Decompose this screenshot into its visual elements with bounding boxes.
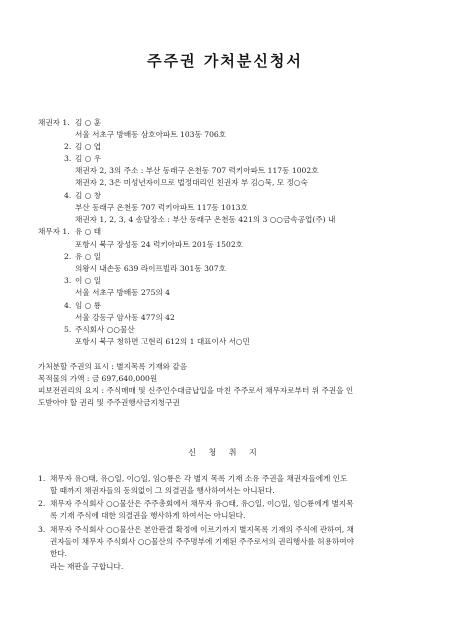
debtor-5-name: 주식회사 ○○물산 xyxy=(75,325,135,334)
debtor-label: 채무자 1. xyxy=(38,227,70,236)
creditor-1-address: 서울 서초구 방배동 삼호아파트 103동 706호 xyxy=(75,130,227,139)
creditor-4-num: 4. xyxy=(64,191,72,200)
debtor-1-address: 포항시 북구 장성동 24 럭키아파트 201동 1502호 xyxy=(75,240,243,249)
creditor-2-3-guardian: 채권자 2, 3은 미성년자이므로 법정대리인 친권자 부 김○묵, 모 정○숙 xyxy=(75,178,308,187)
debtor-1-name: 유 ○ 태 xyxy=(75,227,102,236)
purpose-3-line-1: 채무자 주식회사 ○○물산은 본안판결 확정에 이르기까지 별지목록 기재의 주식에 관하여, 채 xyxy=(50,525,354,534)
debtor-4-address: 서울 강동구 암사동 477의 42 xyxy=(75,313,175,322)
debtor-3-address: 서울 서초구 방배동 275의 4 xyxy=(75,288,170,297)
debtor-3-name: 이 ○ 일 xyxy=(75,276,102,285)
debtor-2-address: 의왕시 내손동 639 라이프빌라 301동 307호 xyxy=(75,264,226,273)
purpose-3-num: 3. xyxy=(38,525,46,534)
creditor-4-name: 김 ○ 창 xyxy=(75,191,102,200)
document-title: 주주권 가처분신청서 xyxy=(147,52,303,70)
creditor-label: 채권자 1. xyxy=(38,118,70,127)
purpose-3-line-3: 한다. xyxy=(50,549,68,558)
debtor-3-num: 3. xyxy=(64,276,72,285)
section-title: 신 청 취 지 xyxy=(188,448,262,457)
debtor-5-num: 5. xyxy=(64,325,72,334)
creditor-3-name: 김 ○ 우 xyxy=(75,154,102,163)
closing-statement: 라는 재판을 구합니다. xyxy=(50,562,124,571)
creditor-2-name: 김 ○ 엽 xyxy=(75,142,102,151)
subject-value: 목적물의 가액 : 금 697,640,000원 xyxy=(38,374,158,383)
creditor-3-num: 3. xyxy=(64,154,72,163)
debtor-5-address: 포항시 북구 청하면 고현리 612의 1 대표이사 서○민 xyxy=(75,337,250,346)
protected-right-summary: 피보전권리의 요지 : 주식매매 및 신주인수대금납입을 마친 주주로서 채무자로부터 위 주권을 인 xyxy=(38,386,354,395)
injunction-stock-description: 가처분할 주권의 표시 : 별지목록 기재와 같음 xyxy=(38,362,188,371)
purpose-2-line-2: 록 기재 주식에 대한 의결권을 행사하게 하여서는 아니된다. xyxy=(50,511,246,520)
purpose-1-num: 1. xyxy=(38,474,46,483)
debtor-4-num: 4. xyxy=(64,301,72,310)
debtor-2-num: 2. xyxy=(64,252,72,261)
purpose-1-line-1: 채무자 유○태, 유○일, 이○일, 임○룡은 각 별지 목록 기재 소유 주권을 채권자들에게 인도 xyxy=(50,474,348,483)
creditor-4-address: 부산 동래구 온천동 707 럭키아파트 117동 1013호 xyxy=(75,203,248,212)
purpose-2-num: 2. xyxy=(38,499,46,508)
purpose-2-line-1: 채무자 주식회사 ○○물산은 주주총회에서 채무자 유○태, 유○일, 이○일, 임○룡에게 별지목 xyxy=(50,499,354,508)
debtor-2-name: 유 ○ 일 xyxy=(75,252,102,261)
creditor-2-3-address: 채권자 2, 3의 주소 : 부산 동래구 온천동 707 럭키아파트 117동 1002호 xyxy=(75,166,319,175)
debtor-4-name: 임 ○ 룡 xyxy=(75,301,102,310)
creditors-service-address: 채권자 1, 2, 3, 4 송달장소 : 부산 동래구 온천동 421의 3 ○○금속공업(주) 내 xyxy=(75,215,336,224)
protected-right-summary-cont: 도받아야 할 권리 및 주주권행사금지청구권 xyxy=(38,398,180,407)
purpose-1-line-2: 할 때까지 채권자들의 동의없이 그 의결권을 행사하여서는 아니된다. xyxy=(50,486,275,495)
purpose-3-line-2: 권자들이 채무자 주식회사 ○○물산의 주주명부에 기재된 주주로서의 권리행사를 허용하여야 xyxy=(50,537,354,546)
creditor-2-num: 2. xyxy=(64,142,72,151)
creditor-1-name: 김 ○ 훈 xyxy=(75,118,102,127)
